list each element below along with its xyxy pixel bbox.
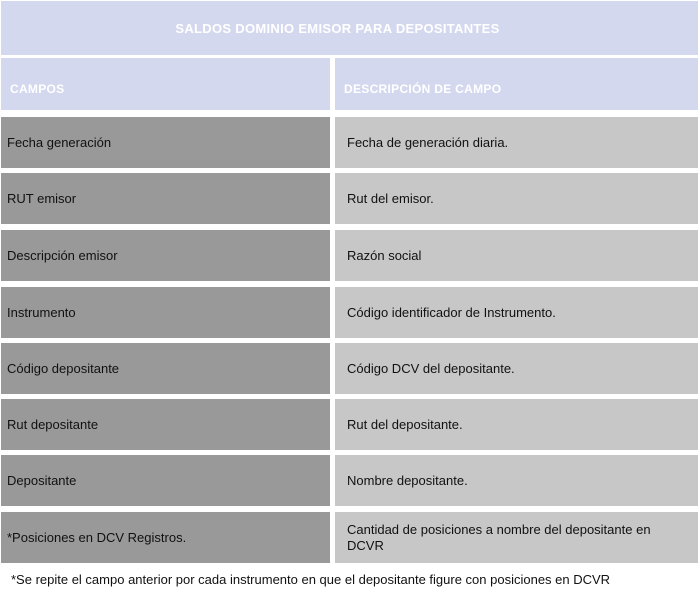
table-row: [0, 343, 700, 394]
field-name: RUT emisor: [1, 173, 330, 224]
field-description: Razón social: [335, 230, 698, 281]
field-name: Fecha generación: [1, 117, 330, 168]
field-description: Rut del depositante.: [335, 399, 698, 450]
table-row: [0, 399, 700, 450]
field-description: Nombre depositante.: [335, 455, 698, 506]
field-description: Rut del emisor.: [335, 173, 698, 224]
table-title: SALDOS DOMINIO EMISOR PARA DEPOSITANTES: [1, 1, 698, 55]
field-description: Código identificador de Instrumento.: [335, 287, 698, 338]
table-row: [0, 512, 700, 563]
table-row: [0, 173, 700, 224]
table-row: [0, 455, 700, 506]
field-name: Descripción emisor: [1, 230, 330, 281]
header-campos: CAMPOS: [1, 58, 330, 110]
field-description: Fecha de generación diaria.: [335, 117, 698, 168]
footnote: *Se repite el campo anterior por cada instrumento en que el depositante figure con posiciones en DCVR: [11, 572, 611, 587]
field-description: Código DCV del depositante.: [335, 343, 698, 394]
field-name: Depositante: [1, 455, 330, 506]
field-name: *Posiciones en DCV Registros.: [1, 512, 330, 563]
field-name: Rut depositante: [1, 399, 330, 450]
table-row: [0, 287, 700, 338]
field-name: Código depositante: [1, 343, 330, 394]
field-description: Cantidad de posiciones a nombre del depositante en DCVR: [335, 512, 698, 563]
table-row: [0, 117, 700, 168]
field-name: Instrumento: [1, 287, 330, 338]
header-descripcion: DESCRIPCIÓN DE CAMPO: [335, 58, 698, 110]
table-row: [0, 230, 700, 281]
